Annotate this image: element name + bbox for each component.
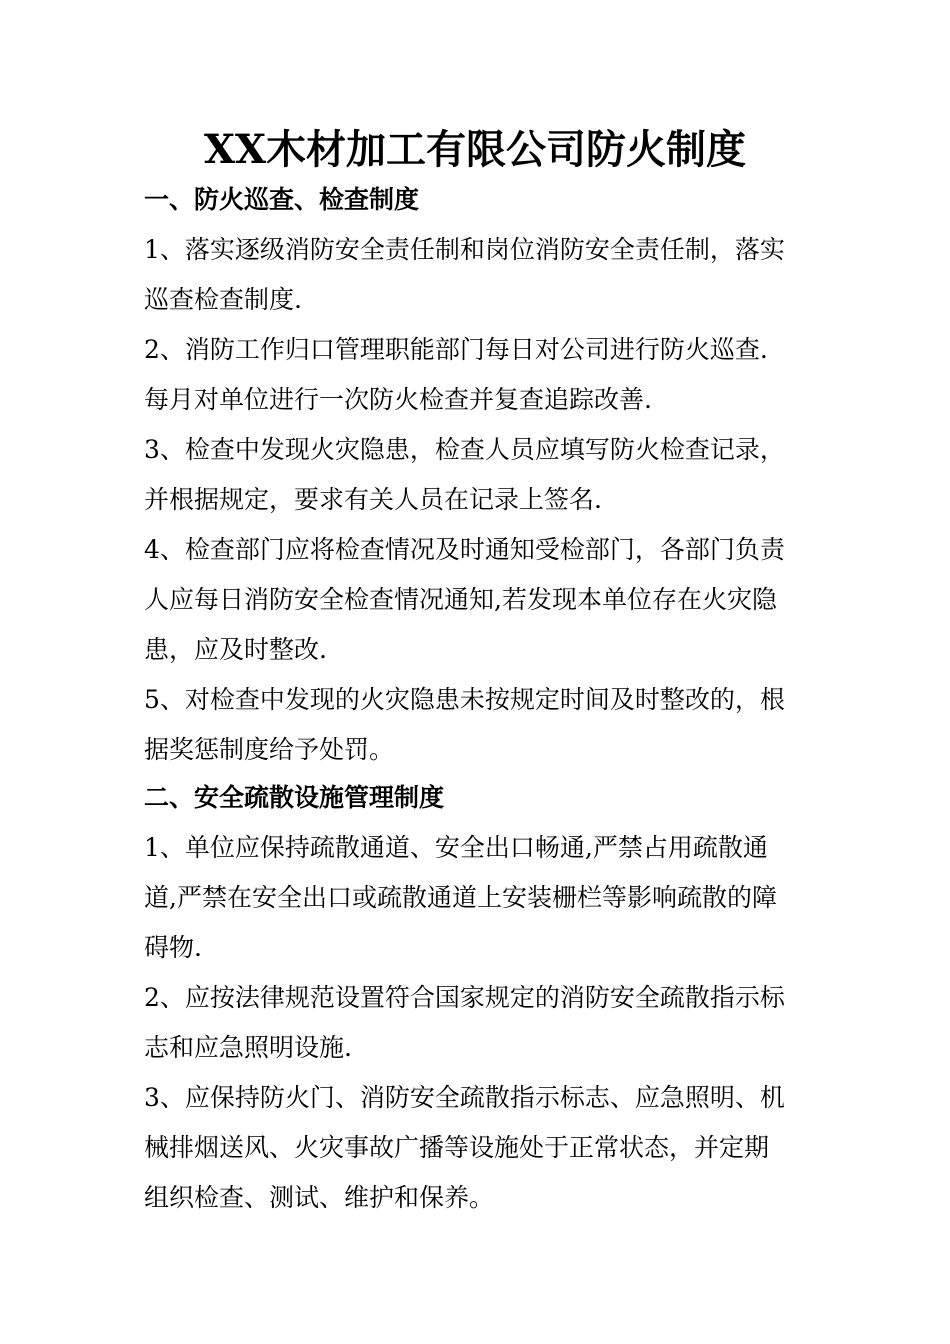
paragraph-line: 2、消防工作归口管理职能部门每日对公司进行防火巡查. (144, 335, 768, 364)
paragraph-line: 人应每日消防安全检查情况通知,若发现本单位存在火灾隐 (144, 585, 777, 614)
paragraph-line: 志和应急照明设施. (144, 1033, 352, 1062)
paragraph-line: 道,严禁在安全出口或疏散通道上安装栅栏等影响疏散的障 (144, 883, 777, 912)
paragraph-line: 碍物. (144, 933, 202, 962)
section-heading: 二、安全疏散设施管理制度 (144, 783, 445, 812)
paragraph-line: 1、单位应保持疏散通道、安全出口畅通,严禁占用疏散通 (144, 833, 768, 862)
paragraph-line: 3、检查中发现火灾隐患，检查人员应填写防火检查记录， (144, 435, 785, 464)
paragraph-line: 每月对单位进行一次防火检查并复查追踪改善. (144, 385, 652, 414)
document-title: XX木材加工有限公司防火制度 (203, 126, 747, 173)
paragraph-line: 5、对检查中发现的火灾隐患未按规定时间及时整改的，根 (144, 685, 785, 714)
paragraph-line: 巡查检查制度. (144, 285, 302, 314)
paragraph-line: 4、检查部门应将检查情况及时通知受检部门，各部门负责 (144, 535, 785, 564)
paragraph-line: 组织检查、测试、维护和保养。 (144, 1183, 495, 1212)
paragraph-line: 患，应及时整改. (144, 635, 327, 664)
paragraph-line: 3、应保持防火门、消防安全疏散指示标志、应急照明、机 (144, 1083, 785, 1112)
section-heading: 一、防火巡查、检查制度 (144, 185, 420, 214)
paragraph-line: 械排烟送风、火灾事故广播等设施处于正常状态，并定期 (144, 1133, 770, 1162)
paragraph-line: 据奖惩制度给予处罚。 (144, 735, 395, 764)
paragraph-line: 1、落实逐级消防安全责任制和岗位消防安全责任制，落实 (144, 235, 785, 264)
paragraph-line: 并根据规定，要求有关人员在记录上签名. (144, 485, 602, 514)
paragraph-line: 2、应按法律规范设置符合国家规定的消防安全疏散指示标 (144, 983, 785, 1012)
